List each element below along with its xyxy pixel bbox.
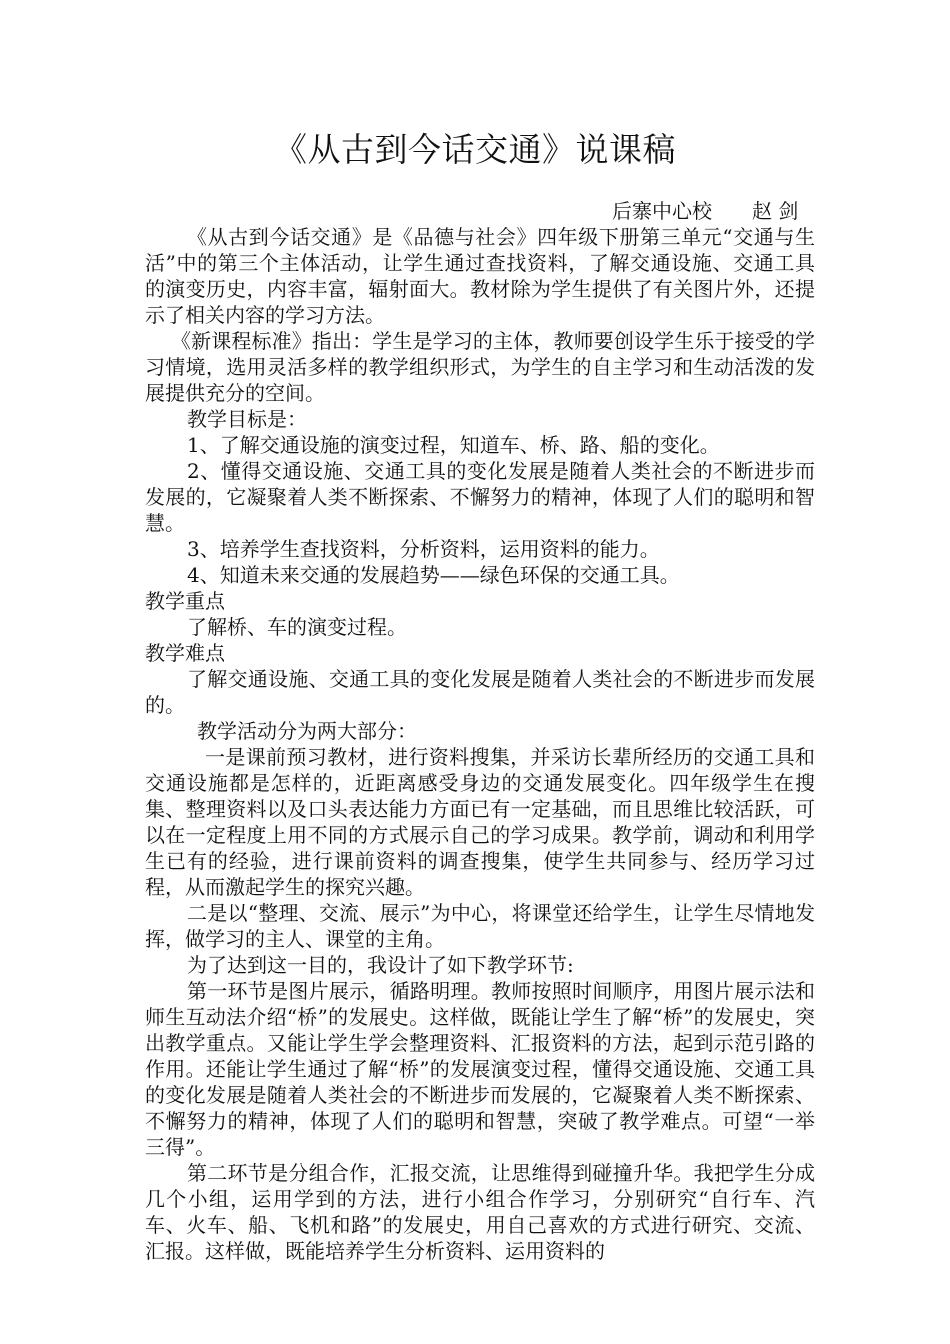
paragraph-stage-one: 第一环节是图片展示，循路明理。教师按照时间顺序，用图片展示法和师生互动法介绍“桥”的发展史。这样做，既能让学生了解“桥”的发展史，突出教学重点。又能让学生学会整理资料、汇报资料的方法，起到示范引路的作用。还能让学生通过了解“桥”的发展演变过程，懂得交通设施、交通工具的变化发展是随着人类社会的不断进步而发展的，它凝聚着人类不断探索、不懈努力的精神，体现了人们的聪明和智慧，突破了教学难点。可望“一举三得”。 [145, 979, 815, 1159]
objective-item: 4、知道未来交通的发展趋势——绿色环保的交通工具。 [187, 563, 680, 587]
key-point-heading: 教学重点 [145, 589, 225, 613]
page-title: 《从古到今话交通》说课稿 [274, 130, 676, 169]
paragraph-standard: 《新课程标准》指出：学生是学习的主体，教师要创设学生乐于接受的学习情境，选用灵活多样的教学组织形式，为学生的自主学习和生动活泼的发展提供充分的空间。 [145, 329, 815, 405]
difficulty-text: 了解交通设施、交通工具的变化发展是随着人类社会的不断进步而发展的。 [145, 667, 815, 717]
paragraph-design: 为了达到这一目的，我设计了如下教学环节: [187, 953, 574, 977]
objective-item: 3、培养学生查找资料，分析资料，运用资料的能力。 [187, 537, 660, 561]
paragraph-part-two: 二是以“整理、交流、展示”为中心，将课堂还给学生，让学生尽情地发挥，做学习的主人、课堂的主角。 [145, 901, 815, 951]
objective-item: 1、了解交通设施的演变过程，知道车、桥、路、船的变化。 [187, 433, 720, 457]
difficulty-heading: 教学难点 [145, 641, 225, 665]
objective-item: 2、懂得交通设施、交通工具的变化发展是随着人类社会的不断进步而发展的，它凝聚着人类不断探索、不懈努力的精神，体现了人们的聪明和智慧。 [145, 459, 815, 535]
activities-heading: 教学活动分为两大部分： [197, 719, 417, 743]
key-point-text: 了解桥、车的演变过程。 [187, 615, 407, 639]
document-body [145, 224, 815, 1264]
objectives-heading: 教学目标是： [187, 407, 307, 431]
paragraph-stage-two: 第二环节是分组合作，汇报交流，让思维得到碰撞升华。我把学生分成几个小组，运用学到的方法，进行小组合作学习，分别研究“自行车、汽车、火车、船、飞机和路”的发展史，用自己喜欢的方式进行研究、交流、汇报。这样做，既能培养学生分析资料、运用资料的 [145, 1161, 815, 1263]
paragraph-intro: 《从古到今话交通》是《品德与社会》四年级下册第三单元“交通与生活”中的第三个主体活动，让学生通过查找资料，了解交通设施、交通工具的演变历史，内容丰富，辐射面大。教材除为学生提供了有关图片外，还提示了相关内容的学习方法。 [145, 225, 815, 327]
paragraph-part-one: 一是课前预习教材，进行资料搜集，并采访长辈所经历的交通工具和交通设施都是怎样的，近距离感受身边的交通发展变化。四年级学生在搜集、整理资料以及口头表达能力方面已有一定基础，而且思维比较活跃，可以在一定程度上用不同的方式展示自己的学习成果。教学前，调动和利用学生已有的经验，进行课前资料的调查搜集，使学生共同参与、经历学习过程，从而激起学生的探究兴趣。 [145, 745, 815, 899]
author-line: 后寨中心校 赵 剑 [612, 199, 799, 223]
